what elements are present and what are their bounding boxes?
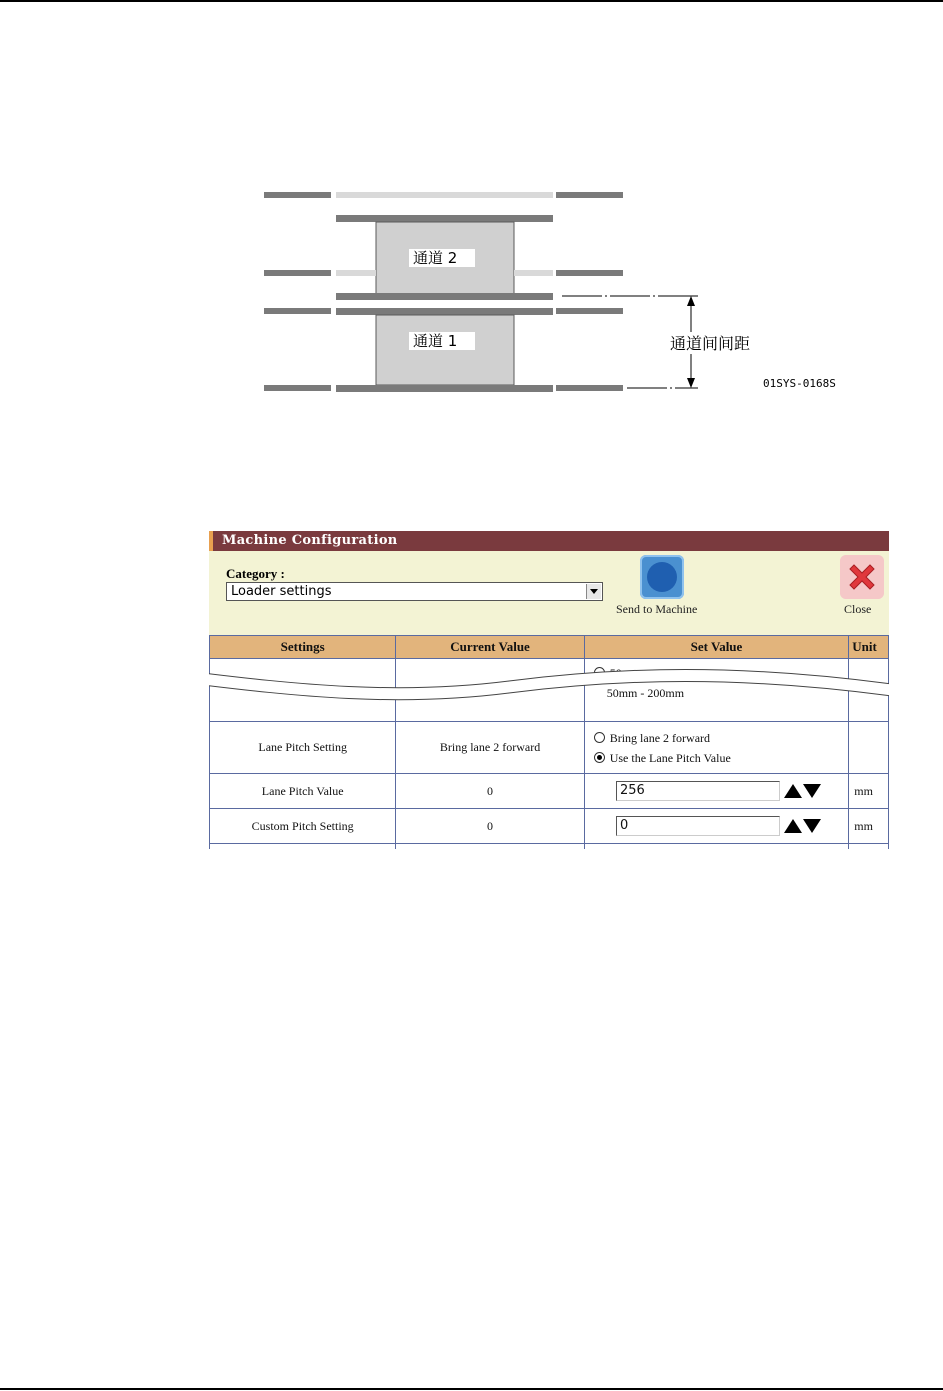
current-value: 0 bbox=[396, 809, 584, 844]
lane-1-board-bottom bbox=[336, 385, 553, 392]
header-current-value: Current Value bbox=[396, 636, 584, 659]
unit-cell: mm bbox=[849, 809, 889, 844]
lane-2-label: 通道 2 bbox=[413, 249, 458, 267]
machine-configuration-window bbox=[209, 531, 889, 849]
arrow-up-icon bbox=[687, 296, 695, 306]
lane-pitch-diagram bbox=[0, 0, 943, 420]
lane-1-board-top bbox=[336, 308, 553, 315]
partial-option-1-label: 50 bbox=[609, 666, 622, 680]
conveyor-rail bbox=[264, 308, 331, 314]
lane-2-board-bottom bbox=[336, 293, 553, 300]
conveyor-rail-light bbox=[514, 270, 553, 276]
lane-pitch-label: 通道间间距 bbox=[670, 334, 751, 353]
partial-option-2-label: 50mm - 200mm bbox=[606, 686, 685, 700]
custom-pitch-input[interactable]: 0 bbox=[616, 816, 780, 836]
send-to-machine-label: Send to Machine bbox=[616, 602, 698, 616]
header-set-value: Set Value bbox=[584, 636, 849, 659]
window-title: Machine Configuration bbox=[222, 533, 398, 548]
category-selected-value: Loader settings bbox=[231, 584, 332, 599]
lane-1-label: 通道 1 bbox=[413, 332, 458, 350]
setting-name: Custom Pitch Setting bbox=[210, 809, 396, 844]
setting-name: Lane Pitch Value bbox=[210, 774, 396, 809]
conveyor-rail bbox=[556, 385, 623, 391]
header-unit: Unit bbox=[849, 636, 889, 659]
conveyor-rail bbox=[556, 270, 623, 276]
lane-2-board-top bbox=[336, 215, 553, 222]
current-value: Bring lane 2 forward bbox=[396, 722, 584, 774]
category-label: Category : bbox=[226, 566, 285, 581]
conveyor-rail bbox=[264, 192, 331, 198]
unit-cell: mm bbox=[849, 774, 889, 809]
conveyor-rail bbox=[556, 308, 623, 314]
setting-name: Lane Pitch Setting bbox=[210, 722, 396, 774]
conveyor-rail-light bbox=[336, 270, 376, 276]
option-label: Bring lane 2 forward bbox=[609, 730, 711, 745]
lane-pitch-value-input[interactable]: 256 bbox=[616, 781, 780, 801]
arrow-down-icon bbox=[687, 378, 695, 388]
conveyor-rail bbox=[264, 270, 331, 276]
option-label: Use the Lane Pitch Value bbox=[609, 750, 731, 765]
header-settings: Settings bbox=[210, 636, 396, 659]
conveyor-rail-light bbox=[336, 192, 553, 198]
table-break-mark bbox=[209, 531, 859, 849]
conveyor-rail bbox=[556, 192, 623, 198]
conveyor-rail bbox=[264, 385, 331, 391]
close-label: Close bbox=[844, 602, 872, 616]
bottom-rule bbox=[0, 1388, 943, 1390]
figure-code: 01SYS-0168S bbox=[763, 377, 836, 390]
current-value: 0 bbox=[396, 774, 584, 809]
